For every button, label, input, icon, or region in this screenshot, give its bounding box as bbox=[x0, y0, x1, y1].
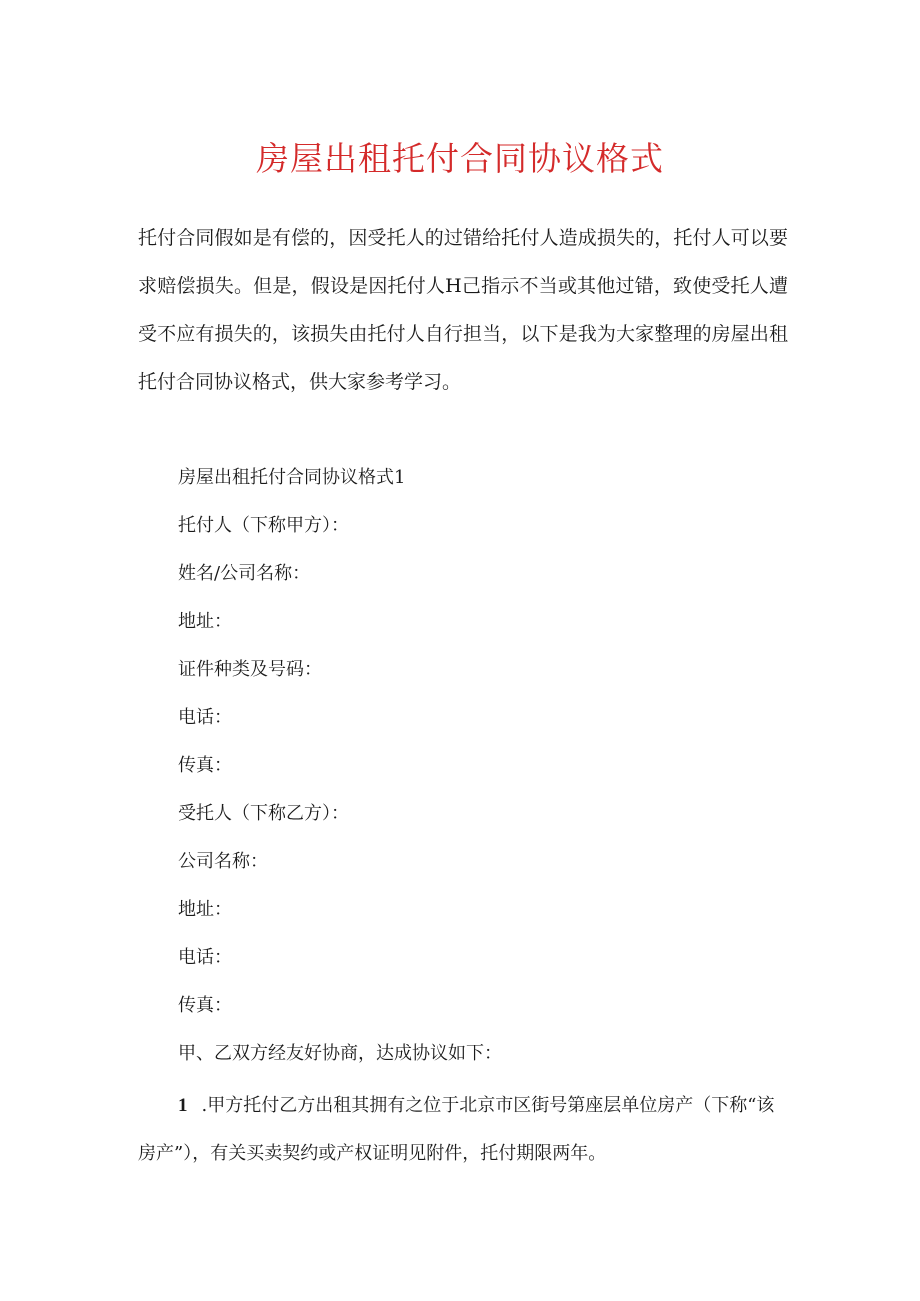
contract-fields bbox=[178, 454, 778, 1078]
party-b-heading: 受托人（下称乙方）： bbox=[178, 803, 349, 824]
section-heading: 房屋出租托付合同协议格式1 bbox=[178, 467, 406, 488]
party-b-address-field: 地址： bbox=[178, 899, 232, 920]
party-b-phone-field: 电话： bbox=[178, 947, 232, 968]
party-a-fax-field: 传真： bbox=[178, 755, 232, 776]
party-b-fax-field: 传真： bbox=[178, 995, 232, 1016]
clause-text: .甲方托付乙方出租其拥有之位于北京市区街号第座层单位房产（下称“该房产”），有关买卖契约或产权证明见附件，托付期限两年。 bbox=[138, 1095, 775, 1164]
party-a-address-field: 地址： bbox=[178, 611, 232, 632]
party-a-name-field: 姓名/公司名称： bbox=[178, 563, 311, 584]
party-a-phone-field: 电话： bbox=[178, 707, 232, 728]
party-b-company-field: 公司名称： bbox=[178, 851, 268, 872]
party-a-id-field: 证件种类及号码： bbox=[178, 659, 322, 680]
document-title: 房屋出租托付合同协议格式 bbox=[256, 139, 664, 178]
clause-1 bbox=[138, 1082, 778, 1178]
agreement-intro: 甲、乙双方经友好协商，达成协议如下： bbox=[178, 1043, 502, 1064]
party-a-heading: 托付人（下称甲方）： bbox=[178, 515, 349, 536]
intro-paragraph: 托付合同假如是有偿的，因受托人的过错给托付人造成损失的，托付人可以要求赔偿损失。但是，假设是因托付人H己指示不当或其他过错，致使受托人遭受不应有损失的，该损失由托付人自行担当，以下是我为大家整理的房屋出租托付合同协议格式，供大家参考学习。 bbox=[138, 227, 788, 393]
clause-number: 1 bbox=[178, 1095, 188, 1116]
